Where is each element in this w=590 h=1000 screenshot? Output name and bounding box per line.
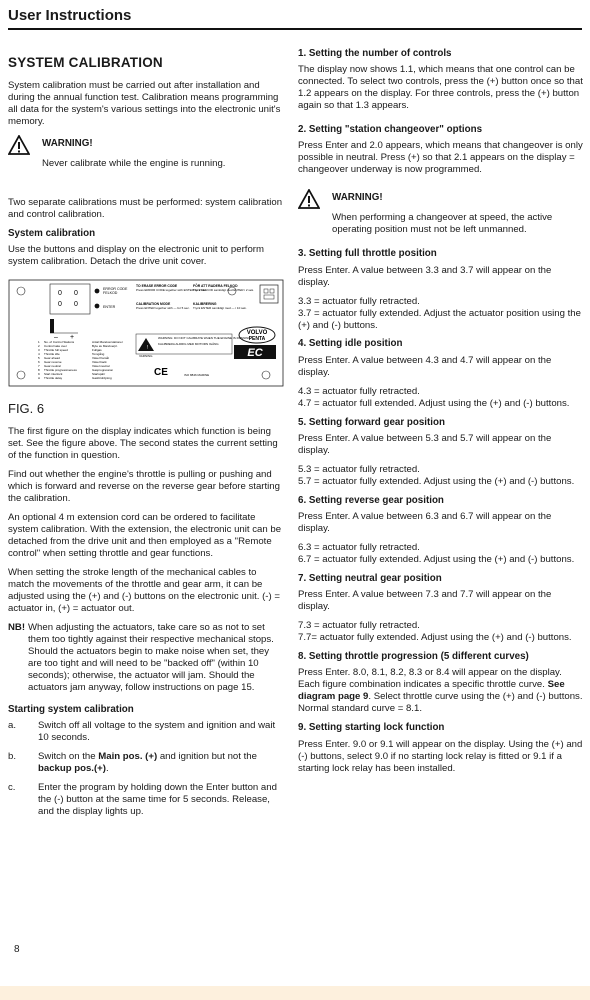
intro-paragraph: System calibration must be carried out after installation and during the annual function test. Calibration means programming all data for the system's various settings into the electronic unit's memory.: [8, 79, 281, 127]
svg-text:Antal Manöverstationer: Antal Manöverstationer: [92, 339, 123, 344]
display-digit: 0: [58, 300, 62, 308]
step-text: Press Enter. 8.0, 8.1, 8.2, 8.3 or 8.4 will appear on the display. Each figure combination indicates a specific throttle curve. See diagram page 9. Select throttle curve using the (+) and (-) buttons. Normal standard curve = 8.1.: [298, 667, 583, 715]
electronic-unit-figure: [8, 279, 284, 387]
enter-button: [95, 304, 100, 309]
header-rule: [8, 28, 582, 30]
svg-text:Throttle progressiveness: Throttle progressiveness: [44, 367, 77, 372]
system-calibration-text: Use the buttons and display on the electronic unit to perform system calibration. Detach the drive unit cover.: [8, 244, 264, 267]
error-code-label-sv: FELKOD: [103, 290, 118, 295]
list-item: c. Enter the program by holding down the Enter button and the (-) button at the same time for 5 seconds. Release, and the display lights up.: [8, 782, 277, 818]
svg-text:Throttle delay: Throttle delay: [44, 375, 63, 380]
svg-text:6: 6: [38, 359, 40, 364]
iso-label: ISO 8846 MARINE: [184, 372, 210, 377]
plus-button-label: +: [70, 333, 75, 341]
svg-text:Växel framåt: Växel framåt: [92, 355, 109, 360]
svg-text:2: 2: [38, 343, 40, 348]
step-text: Press Enter. A value between 5.3 and 5.7 will appear on the display.: [298, 432, 552, 456]
ec-logo: [234, 345, 276, 359]
nb-note: [8, 622, 284, 694]
list-item: b. Switch on the Main pos. (+) and ignition but not the backup pos.(+).: [8, 751, 257, 775]
svg-text:WARNING: DO NOT CALIBRATE WHEN: WARNING: DO NOT CALIBRATE WHEN THE ENGINE IS RUNNING: [158, 335, 251, 340]
svg-text:Gear reverse: Gear reverse: [44, 359, 62, 364]
minus-button-label: –: [54, 333, 58, 341]
error-code-button: [95, 289, 100, 294]
svg-text:CALIBRATION MODE: CALIBRATION MODE: [136, 301, 171, 306]
nb-text: When adjusting the actuators, take care so as not to set them too tightly against their respective mechanical stops. Should the actuators begin to make noise when set, they are too tight and will need to be "backed off" (within 10 seconds); otherwise, the actuator will jam. Should the actuators jam anyway, follow instructions on page 15.: [28, 621, 274, 693]
paragraph: The first figure on the display indicates which function is being set. See the figure above. The second states the current setting of the function in question.: [8, 426, 278, 462]
svg-text:Växel neutral: Växel neutral: [92, 363, 110, 368]
svg-text:Startspärr: Startspärr: [92, 371, 106, 376]
display-digit: 0: [74, 289, 78, 297]
step-heading: 5. Setting forward gear position: [298, 416, 445, 428]
svg-text:Tomgång: Tomgång: [92, 351, 105, 356]
svg-text:Byte av Manöverpl.: Byte av Manöverpl.: [92, 343, 118, 348]
warning-text: Never calibrate while the engine is running.: [42, 157, 226, 169]
footer-band: [0, 986, 590, 1000]
step-detail: 3.7 = actuator fully extended. Adjust the actuator position using the (+) and (-) buttons.: [298, 307, 581, 331]
steps-list: [8, 720, 284, 818]
warning-triangle-icon: [8, 135, 30, 155]
svg-text:Gear neutral: Gear neutral: [44, 363, 61, 368]
warning-triangle-icon: [298, 189, 320, 209]
step-heading: 1. Setting the number of controls: [298, 48, 452, 59]
svg-text:A: A: [38, 375, 41, 380]
step-detail: 7.7= actuator fully extended. Adjust using the (+) and (-) buttons.: [298, 632, 572, 644]
ce-mark: CE: [154, 366, 168, 378]
step-detail: 6.3 = actuator fully retracted.: [298, 542, 420, 554]
svg-text:VARNING: VARNING: [139, 353, 153, 358]
button-bar: [50, 319, 54, 333]
svg-text:8: 8: [38, 367, 40, 372]
svg-text:Control take over: Control take over: [44, 343, 67, 348]
svg-text:PENTA: PENTA: [248, 335, 266, 342]
display-digit: 0: [74, 300, 78, 308]
svg-text:!: !: [147, 344, 149, 351]
step-text: Press Enter. A value between 6.3 and 6.7 will appear on the display.: [298, 511, 552, 535]
svg-text:7: 7: [38, 363, 40, 368]
warning-block: [298, 192, 584, 209]
svg-text:Växel back: Växel back: [92, 359, 107, 364]
enter-label: ENTER: [103, 304, 116, 309]
svg-text:Gasfördröjning: Gasfördröjning: [92, 375, 112, 380]
svg-text:5: 5: [38, 355, 40, 360]
svg-text:KALIBRERA ALDRIG MED MOTORN IG: KALIBRERA ALDRIG MED MOTORN IGÅNG: [158, 341, 219, 346]
svg-text:Start interlock: Start interlock: [44, 371, 63, 376]
step-text: Press Enter. A value between 7.3 and 7.7 will appear on the display.: [298, 589, 552, 613]
svg-text:Tryck FELKOD samtidigt med ENT: Tryck FELKOD samtidigt med ENTER i 2 sek.: [193, 287, 254, 292]
step-detail: 3.3 = actuator fully retracted.: [298, 295, 420, 307]
step-heading: 4. Setting idle position: [298, 338, 403, 350]
step-text: The display now shows 1.1, which means that one control can be connected. To select two controls, press the (+) button once so that 1.2 appears on the display. For three controls, press the (+) button again so that 1.3 appears.: [298, 64, 583, 112]
step-heading: 6. Setting reverse gear position: [298, 494, 444, 506]
svg-text:3: 3: [38, 347, 40, 352]
step-detail: 7.3 = actuator fully retracted.: [298, 620, 420, 632]
section-title: SYSTEM CALIBRATION: [8, 55, 163, 70]
svg-text:Throttle full speed: Throttle full speed: [44, 347, 68, 352]
step-heading: 9. Setting starting lock function: [298, 722, 445, 734]
step-detail: 5.7 = actuator fully extended. Adjust using the (+) and (-) buttons.: [298, 475, 575, 487]
page-header-title: User Instructions: [8, 7, 132, 24]
warning-text: When performing a changeover at speed, the active operating position must not be left unmanned.: [332, 212, 553, 236]
svg-text:Tryck ENTER samtidigt med — i: Tryck ENTER samtidigt med — i 10 sek.: [193, 305, 247, 310]
svg-text:Press ENTER together with — fo: Press ENTER together with — for 5 sec.: [136, 305, 190, 310]
step-heading: 3. Setting full throttle position: [298, 248, 437, 260]
step-detail: 6.7 = actuator fully extended. Adjust using the (+) and (-) buttons.: [298, 554, 575, 566]
warning-label: WARNING!: [42, 137, 93, 149]
left-column: [8, 48, 284, 825]
svg-text:Throttle idle: Throttle idle: [44, 351, 60, 356]
two-calibrations-paragraph: Two separate calibrations must be performed: system calibration and control calibration.: [8, 196, 283, 220]
step-detail: 4.7 = actuator full extended. Adjust using the (+) and (-) buttons.: [298, 397, 570, 409]
svg-text:No. of Control Stations: No. of Control Stations: [44, 339, 75, 344]
svg-text:VOLVO: VOLVO: [246, 329, 268, 336]
svg-text:Gasprogression: Gasprogression: [92, 367, 114, 372]
step-heading: 2. Setting "station changeover" options: [298, 124, 483, 136]
warning-block: [8, 138, 284, 155]
step-heading: 7. Setting neutral gear position: [298, 573, 442, 584]
svg-text:9: 9: [38, 371, 40, 376]
page-number: 8: [14, 944, 20, 955]
svg-text:TO ERASE ERROR CODE: TO ERASE ERROR CODE: [136, 283, 178, 288]
step-text: Press Enter. A value between 3.3 and 3.7 will appear on the display.: [298, 264, 552, 288]
display-digit: 0: [58, 289, 62, 297]
paragraph: Find out whether the engine's throttle is pulling or pushing and which is forward and reverse on the reverse gear before starting the calibration.: [8, 469, 280, 505]
step-text: Press Enter and 2.0 appears, which means that changeover is only possible in neutral. Press (+) so that 2.1 appears on the display = changeover underway is now programmed.: [298, 140, 583, 176]
nb-label: NB!: [8, 621, 26, 633]
svg-text:FÖR ATT RADERA FELKOD: FÖR ATT RADERA FELKOD: [193, 283, 238, 288]
error-code-label: ERROR CODE: [103, 286, 128, 291]
figure-caption: FIG. 6: [8, 400, 45, 416]
starting-calibration-heading: Starting system calibration: [8, 703, 134, 715]
warning-label: WARNING!: [332, 192, 383, 204]
step-detail: 4.3 = actuator fully retracted.: [298, 385, 420, 397]
list-item: a. Switch off all voltage to the system and ignition and wait 10 seconds.: [8, 720, 276, 744]
svg-text:1: 1: [38, 339, 40, 344]
svg-text:4: 4: [38, 351, 40, 356]
step-text: Press Enter. A value between 4.3 and 4.7 will appear on the display.: [298, 354, 552, 378]
step-detail: 5.3 = actuator fully retracted.: [298, 463, 420, 475]
step-text: Press Enter. 9.0 or 9.1 will appear on the display. Using the (+) and (-) buttons, select 9.0 if no starting lock relay is fitted or 9.1 if a starting lock relay has been installed.: [298, 738, 583, 774]
svg-text:Gear ahead: Gear ahead: [44, 355, 60, 360]
system-calibration-heading: System calibration: [8, 227, 96, 239]
paragraph: An optional 4 m extension cord can be ordered to facilitate system calibration. With the extension, the electronic unit can be detached from the drive unit and then employed as a "Remote control" when setting throttle and gear functions.: [8, 512, 282, 560]
svg-text:EC: EC: [247, 346, 263, 359]
paragraph: When setting the stroke length of the mechanical cables to match the movements of the throttle and gear arm, it can be adjusted using the (+) and (-) buttons on the electronic unit. (-) = actuator in, (+) = actuator out.: [8, 567, 280, 614]
svg-text:Press ERROR CODE together with: Press ERROR CODE together with ENTER for 2 sec.: [136, 287, 208, 292]
svg-text:KALIBRERING: KALIBRERING: [193, 301, 217, 306]
step-heading: 8. Setting throttle progression (5 different curves): [298, 651, 529, 663]
svg-text:Fullgas: Fullgas: [92, 347, 102, 352]
right-column: [298, 48, 584, 782]
